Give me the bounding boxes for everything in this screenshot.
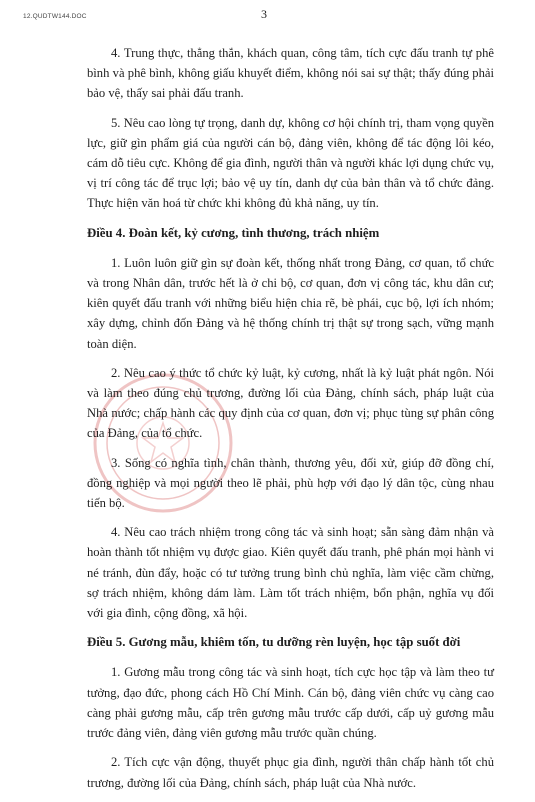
paragraph: 4. Nêu cao trách nhiệm trong công tác và sinh hoạt; sẵn sàng đảm nhận và hoàn thành tốt nhiệm vụ được giao. Kiên quyết đấu tranh, phê phán mọi hành vi né tránh, đùn đẩy, hoặc có tư tưởng trung bình chủ nghĩa, làm việc cầm chừng, sợ trách nhiệm, không dám làm. Làm tốt trách nhiệm, bổn phận, nghĩa vụ đối với gia đình, cộng đồng, xã hội. [87,525,494,621]
paragraph: 4. Trung thực, thẳng thắn, khách quan, công tâm, tích cực đấu tranh tự phê bình và phê bình, không giấu khuyết điểm, không nói sai sự thật; thấy đúng phải bảo vệ, thấy sai phải đấu tranh. [87,46,494,101]
paragraph: 2. Nêu cao ý thức tổ chức kỷ luật, kỷ cương, nhất là kỷ luật phát ngôn. Nói và làm theo đúng chủ trương, đường lối của Đảng, chính sách, pháp luật của Nhà nước; chấp hành các quy định của cơ quan, đơn vị; phục tùng sự phân công của Đảng, của tổ chức. [87,365,494,441]
paragraph: 2. Tích cực vận động, thuyết phục gia đình, người thân chấp hành tốt chủ trương, đường lối của Đảng, chính sách, pháp luật của Nhà nước. [87,755,494,790]
article-heading: Điều 4. Đoàn kết, kỷ cương, tình thương, trách nhiệm [87,225,380,240]
paragraph: 1. Gương mẫu trong công tác và sinh hoạt, tích cực học tập và làm theo tư tưởng, đạo đức, phong cách Hồ Chí Minh. Cán bộ, đảng viên chức vụ càng cao càng phải gương mẫu, cấp trên gương mẫu trước cấp dưới, cấp uỷ gương mẫu trước đảng viên, đảng viên gương mẫu trước quần chúng. [87,665,494,741]
paragraph: 5. Nêu cao lòng tự trọng, danh dự, không cơ hội chính trị, tham vọng quyền lực, giữ gìn phẩm giá của người cán bộ, đảng viên, không để tác động lôi kéo, cám dỗ tiêu cực. Không để gia đình, người thân và người khác lợi dụng chức vụ, vị trí công tác để trục lợi; bảo vệ uy tín, danh dự của bản thân và tổ chức đảng. Thực hiện văn hoá từ chức khi không đủ khả năng, uy tín. [87,115,494,211]
paragraph: 1. Luôn luôn giữ gìn sự đoàn kết, thống nhất trong Đảng, cơ quan, tổ chức và trong Nhân dân, trước hết là ở chi bộ, cơ quan, đơn vị công tác, khu dân cư; kiên quyết đấu tranh với những biểu hiện chia rẽ, bè phái, cục bộ, lợi ích nhóm; xây dựng, chỉnh đốn Đảng và hệ thống chính trị thật sự trong sạch, vững mạnh toàn diện. [87,255,494,351]
article-heading: Điều 5. Gương mẫu, khiêm tốn, tu dưỡng rèn luyện, học tập suốt đời [87,635,461,650]
paragraph: 3. Sống có nghĩa tình, chân thành, thương yêu, đối xử, giúp đỡ đồng chí, đồng nghiệp và mọi người theo lẽ phải, phù hợp với đạo lý dân tộc, cùng nhau tiến bộ. [87,455,494,511]
page-number: 3 [261,7,267,21]
file-label: 12.QUDTW144.DOC [23,13,87,20]
document-body [87,43,494,802]
